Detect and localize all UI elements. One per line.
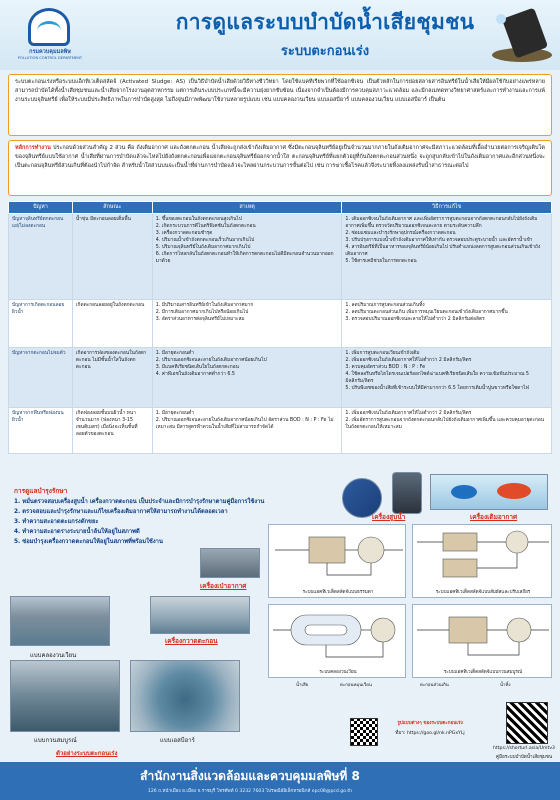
list-item: 1. หมั่นตรวจสอบเครื่องสูบน้ำ เครื่องกวาดตะกอน เป็นประจำและมีการบำรุงรักษาตามคู่มือการใช้งาน <box>14 499 265 505</box>
principle-lead: หลักการทำงาน <box>15 145 51 151</box>
footer-address: 126 ถ.หน้าเมือง อ.เมือง จ.ราชบุรี โทรศัพท์ 0 3232 7603 ไปรษณีย์อิเล็กทรอนิกส์ epc08@pcd.go.th <box>147 789 353 794</box>
diagram-conventional-svg <box>269 525 407 589</box>
org-name-en: POLLUTION CONTROL DEPARTMENT <box>17 56 83 60</box>
complete-mix-photo <box>10 660 120 732</box>
legend-return: ตะกอนหมุนเวียน <box>340 683 372 688</box>
qr-short-link[interactable]: https://shorturl.asia/Umtv3 <box>493 746 555 751</box>
legend-inflow: น้ำเสีย <box>296 683 309 688</box>
diagram-contact-caption: ระบบแอคทิเวเต็ดสลัดจ์แบบสัมผัสและปรับเสถียร <box>435 590 531 595</box>
col-header-cause: สาเหตุ <box>152 202 342 214</box>
problem-table <box>8 201 552 454</box>
diagram-contact-stabilization <box>412 524 552 598</box>
principle-text: ประกอบด้วยส่วนสำคัญ 2 ส่วน คือ ถังเติมอากาศ และถังตกตะกอน น้ำเสียจะถูกส่งเข้าถังเติมอากาศ ซึ่งมีตะกอนจุลินทรีย์อยู่เป็นจำนวนมากภายในถังเติมอากาศจะมีสภาวะแวดล้อมที่เอื้ออำนวยต่อการเจริญเติบโตของจุลินทรีย์แบบใช้อากาศ น้ำเสียที่ผ่านการบำบัดแล้วจะไหลไปยังถังตกตะกอนเพื่อแยกตะกอนจุลินทรีย์ออกจากน้ำใส ตะกอนจุลินทรีย์ที่แยกตัวอยู่ที่ก้นถังตกตะกอนส่วนหนึ่ง จะถูกสูบกลับเข้าไปในถังเติมอากาศและอีกส่วนหนึ่งจะเป็นตะกอนจุลินทรีย์ส่วนเกินที่ต้องนำไปกำจัด สำหรับน้ำใสส่วนบนจะเป็นน้ำที่ผ่านการบำบัดแล้วจะไหลผ่านกระบวนการขั้นต่อไป เช่น การฆ่าเชื้อโรคแล้วจึงระบายทิ้งลงแหล่งรับน้ำสาธารณะต่อไป <box>15 145 545 169</box>
col-header-fix: วิธีการแก้ไข <box>342 202 552 214</box>
scraper-photo <box>150 596 250 634</box>
org-name-th: กรมควบคุมมลพิษ <box>29 49 71 55</box>
sbr-photo <box>130 660 240 732</box>
qr-more-link[interactable]: ที่มา: https://goo.gl/nk.nPGxYLj <box>395 731 465 736</box>
diagram-conventional-caption: ระบบแอคทิเวเต็ดสลัดจ์แบบธรรมดา <box>302 590 374 595</box>
cell-trait: เกิดอาการฟองของตะกอนในถังตกตะกอน ไม่มีชั้นน้ำใสในถังตกตะกอน <box>72 348 152 408</box>
legend-excess: ตะกอนส่วนเกิน <box>420 683 449 688</box>
cell-cause: 1. มีอายุตะกอนต่ำ 2. ปริมาณออกซิเจนละลายในถังเติมอากาศน้อยเกินไป อัตราส่วน BOD : N : P : Fe ไม่เหมาะสม มีสารสูตรฟ้าดวนในน้ำเสียที่ไม่สามารถกำจัดได้ <box>152 408 342 454</box>
aerator-label: เครื่องเติมอากาศ <box>470 513 518 521</box>
scraper-label: เครื่องกวาดตะกอน <box>165 637 218 645</box>
blower-photo <box>200 548 260 578</box>
list-item: 3. ทำความสะอาดตะแกรงดักขยะ <box>14 519 99 525</box>
cell-fix: 1. ลดปริมาณการสูบตะกอนส่วนเกินทิ้ง 2. ลดปริมาณตะกอนส่วนเกิน เพิ่มการหมุนเวียนตะกอนเข้าถังเติมอากาศมากขึ้น 3. ตรวจสอบปริมาณออกซิเจนละลายให้ไม่ต่ำกว่า 2 มิลลิกรัมต่อลิตร <box>342 300 552 348</box>
table-row <box>9 348 552 408</box>
pcd-logo-icon <box>28 8 70 46</box>
diagram-complete-mix-caption: ระบบแอคทิเวเต็ดสลัดจ์แบบกวนสมบูรณ์ <box>443 670 523 675</box>
footer <box>0 762 560 800</box>
qr-handbook-icon[interactable] <box>506 702 548 744</box>
oxidation-ditch-photo <box>10 596 110 646</box>
list-item: 4. ทำความสะอาดรางระบายน้ำล้นให้อยู่ในสภาพดี <box>14 529 140 535</box>
aerator-photo <box>430 474 548 510</box>
pcd-logo <box>14 6 86 64</box>
cell-cause: 1. มีอายุตะกอนต่ำ 2. ปริมาณออกซิเจนละลายในถังเติมอากาศน้อยเกินไป 3. มีแบคทีเรียชนิดเส้นใยในถังตกตะกอน 4. ค่าพีเอชในถังเติมอากาศต่ำกว่า 6.5 <box>152 348 342 408</box>
qr-code-icon[interactable] <box>350 718 378 746</box>
qr-more-text: รูปแบบต่างๆ ของระบบตะกอนเร่ง <box>397 721 463 726</box>
col-header-problem: ปัญหา <box>9 202 73 214</box>
list-item: 2. ตรวจสอบและบำรุงรักษาและแก้ไขเครื่องเติมอากาศให้สามารถทำงานได้ตลอดเวลา <box>14 509 228 515</box>
table-row <box>9 408 552 454</box>
cell-problem: ปัญหาจุลินทรีย์ตกตะกอนแย่/ไม่ลงตะกอน <box>9 214 73 300</box>
principle-box <box>8 140 552 196</box>
diagram-complete-mix-svg <box>413 605 553 669</box>
blower-label: เครื่องเป่าอากาศ <box>200 582 247 590</box>
diagram-contact-svg <box>413 525 553 589</box>
cell-cause: 1. มีปริมาณสารอินทรีย์เข้าในถังเติมอากาศมาก 2. มีการเติมอากาศมากเกินไปหรือน้อยเกินไป 3. อัตราส่วนอาหารต่อจุลินทรีย์ไม่เหมาะสม <box>152 300 342 348</box>
list-item: 5. ซ่อมบำรุงเครื่องกวาดตะกอนให้อยู่ในสภาพที่พร้อมใช้งาน <box>14 539 163 545</box>
diagram-oxidation-ditch <box>268 604 406 678</box>
table-header-row <box>9 202 552 214</box>
footer-office-name: สำนักงานสิ่งแวดล้อมและควบคุมมลพิษที่ 8 <box>140 769 360 783</box>
header <box>0 0 560 70</box>
cell-problem: ปัญหาจากฟีนหรือฟองบนผิวน้ำ <box>9 408 73 454</box>
pollution-barrel-icon <box>492 6 552 64</box>
cell-problem: ปัญหาการเกิดตะกอนลอยผิวน้ำ <box>9 300 73 348</box>
legend-outflow: น้ำทิ้ง <box>500 683 511 688</box>
cell-trait: เกิดตะกอนลอยอยู่ในถังตกตะกอน <box>72 300 152 348</box>
maintenance-title: การดูแลบำรุงรักษา <box>14 487 68 495</box>
intro-box <box>8 74 552 136</box>
col-header-trait: ลักษณะ <box>72 202 152 214</box>
intro-text: ระบบตะกอนเร่งหรือระบบแอ็กทิเวเต็ดสลัดจ์ (Activated Sludge: AS) เป็นวิธีบำบัดน้ำเสียด้วยวิธีทางชีววิทยา โดยใช้แบคทีเรียพวกที่ใช้ออกซิเจน เป็นตัวหลักในการย่อยสลายสารอินทรีย์ในน้ำเสียให้มีผลใช้กับอย่างแพร่หลาย สามารถบำบัดได้ทั้งน้ำเสียชุมชนและน้ำเสียจากโรงงานอุตสาหกรรม แต่การเดินระบบประเภทนี้จะมีความยุ่งยากซับซ้อน เนื่องจากจำเป็นต้องมีการควบคุมสภาวะแวดล้อม และมีกลเมทดทางวิทยาศาสตร์และการทำงานและการแพ้งานระบบจุลินทรีย์ เพื่อให้ระบบมีประสิทธิภาพในการบำบัดสูงสุด ไม่ถึงจุ่นมีภาพพัฒนาใช้งานหลายรูปแบบ เช่น แบบคลองวนเวียน แบบเอสบีอาร์ แบบคลองวนเวียน แบบเอสบีอาร์ เป็นต้น <box>15 79 545 103</box>
qr-handbook-text: คู่มือระบบบำบัดน้ำเสียชุมชน <box>495 755 553 760</box>
diagram-complete-mix <box>412 604 552 678</box>
diagram-ditch-svg <box>269 605 407 669</box>
page-title: การดูแลระบบบำบัดน้ำเสียชุมชน <box>175 10 475 34</box>
complete-mix-caption: แบบกวนสมบูรณ์ <box>34 737 77 744</box>
oxidation-ditch-caption: แบบคลองวนเวียน <box>30 652 77 659</box>
sbr-caption: แบบเอสบีอาร์ <box>160 737 195 744</box>
table-row <box>9 214 552 300</box>
cell-fix: 1. เพิ่มการสูบตะกอนเวียนเข้าถังเติม 2. เพิ่มออกซิเจนในถังเติมอากาศให้ไม่ต่ำกว่า 2 มิลลิกรัม/ลิตร 3. ควบคุมอัตราส่วน BOD : N : P : Fe 4. ใช้คลอรีนหรือไฮโดรเจนเปอร์ออกไซด์ฆ่าแบคทีเรียชนิดเส้นใย ความเข้มข้นประมาณ 5 มิลลิกรัม/ลิตร 5. ปรับพีเอชของน้ำเสียที่เข้าระบบให้มีค่ามากกว่า 6.5 โดยการเติมน้ำปูนขาวหรือโซดาไฟ <box>342 348 552 408</box>
cell-cause: 1. ขึ้นของตะกอนในถังตกตะกอนสูงเกินไป 2. เกิดกระบวนการดีไนตริฟิเคชันในถังตกตะกอน 3. เครื่องกวาดตะกอนชำรุด 4. ปริมาณน้ำเข้าถังตกตะกอนเร็วเกินมากเกินไป 5. ปริมาณจุลินทรีย์ในถังเติมอากาศมากเกินไป 6. เกิดการไหลกลับในถังตกตะกอนทำให้เกิดการตกตะกอนไม่ดีมีตะกอนจำนวนมากออกมาด้วย <box>152 214 342 300</box>
diagram-conventional <box>268 524 406 598</box>
pump-photo-2 <box>392 472 422 514</box>
cell-problem: ปัญหาจากตะกอนไม่จมตัว <box>9 348 73 408</box>
cell-fix: 1. เพิ่มออกซิเจนในถังเติมอากาศให้ไม่ต่ำกว่า 2 มิลลิกรัม/ลิตร 2. เพิ่มอัตราการสูบตะกอนจากถังตกตะกอนกลับไปยังถังเติมอากาศเพิ่มขึ้น และควบคุมอายุตะกอนในถังตกตะกอนให้เหมาะสม <box>342 408 552 454</box>
cell-trait: น้ำขุ่น มีตะกอนลอยเต็มพื้น <box>72 214 152 300</box>
cell-fix: 1. เติมออกซิเจนในถังเติมอากาศ และเพิ่มอัตราการสูบตะกอนจากถังตกตะกอนกลับไปยังถังเติมอากาศเพิ่มขึ้น ตรวจวัดปริมาณออกซิเจนละลาย ตามระดับความลึก 2. ซ่อมแซมและบำรุงรักษาอุปกรณ์เครื่องกวาดตะกอน 3. ปรับปรุงการแบ่งน้ำเข้าถังเติมอากาศให้เท่ากัน ตรวจสอบประตูระบายน้ำ และอัตราน้ำเข้า 4. สารอินทรีย์ที่เป็นอาหารของจุลินทรีย์น้อยเกินไป ปรับตำแหน่งลดการสูบตะกอนส่วนเกินเข้าถังเติมอากาศ 5. ใช้สารเคมีช่วยในการตกตะกอน <box>342 214 552 300</box>
table-row <box>9 300 552 348</box>
examples-label: ตัวอย่างระบบตะกอนเร่ง <box>56 750 118 757</box>
pump-label: เครื่องสูบน้ำ <box>372 513 406 521</box>
cell-trait: เกิดฟองลอยชั้นบนผิวน้ำ หนาจำนวนมาก (ฟองหนา 3-15 เซนติเมตร) เมื่อนิ่งจะเห็นชั้นที่ลอยตัวของตะกอน <box>72 408 152 454</box>
diagram-ditch-caption: ระบบคลองวนเวียน <box>319 670 357 675</box>
page-subtitle: ระบบตะกอนเร่ง <box>280 44 370 59</box>
